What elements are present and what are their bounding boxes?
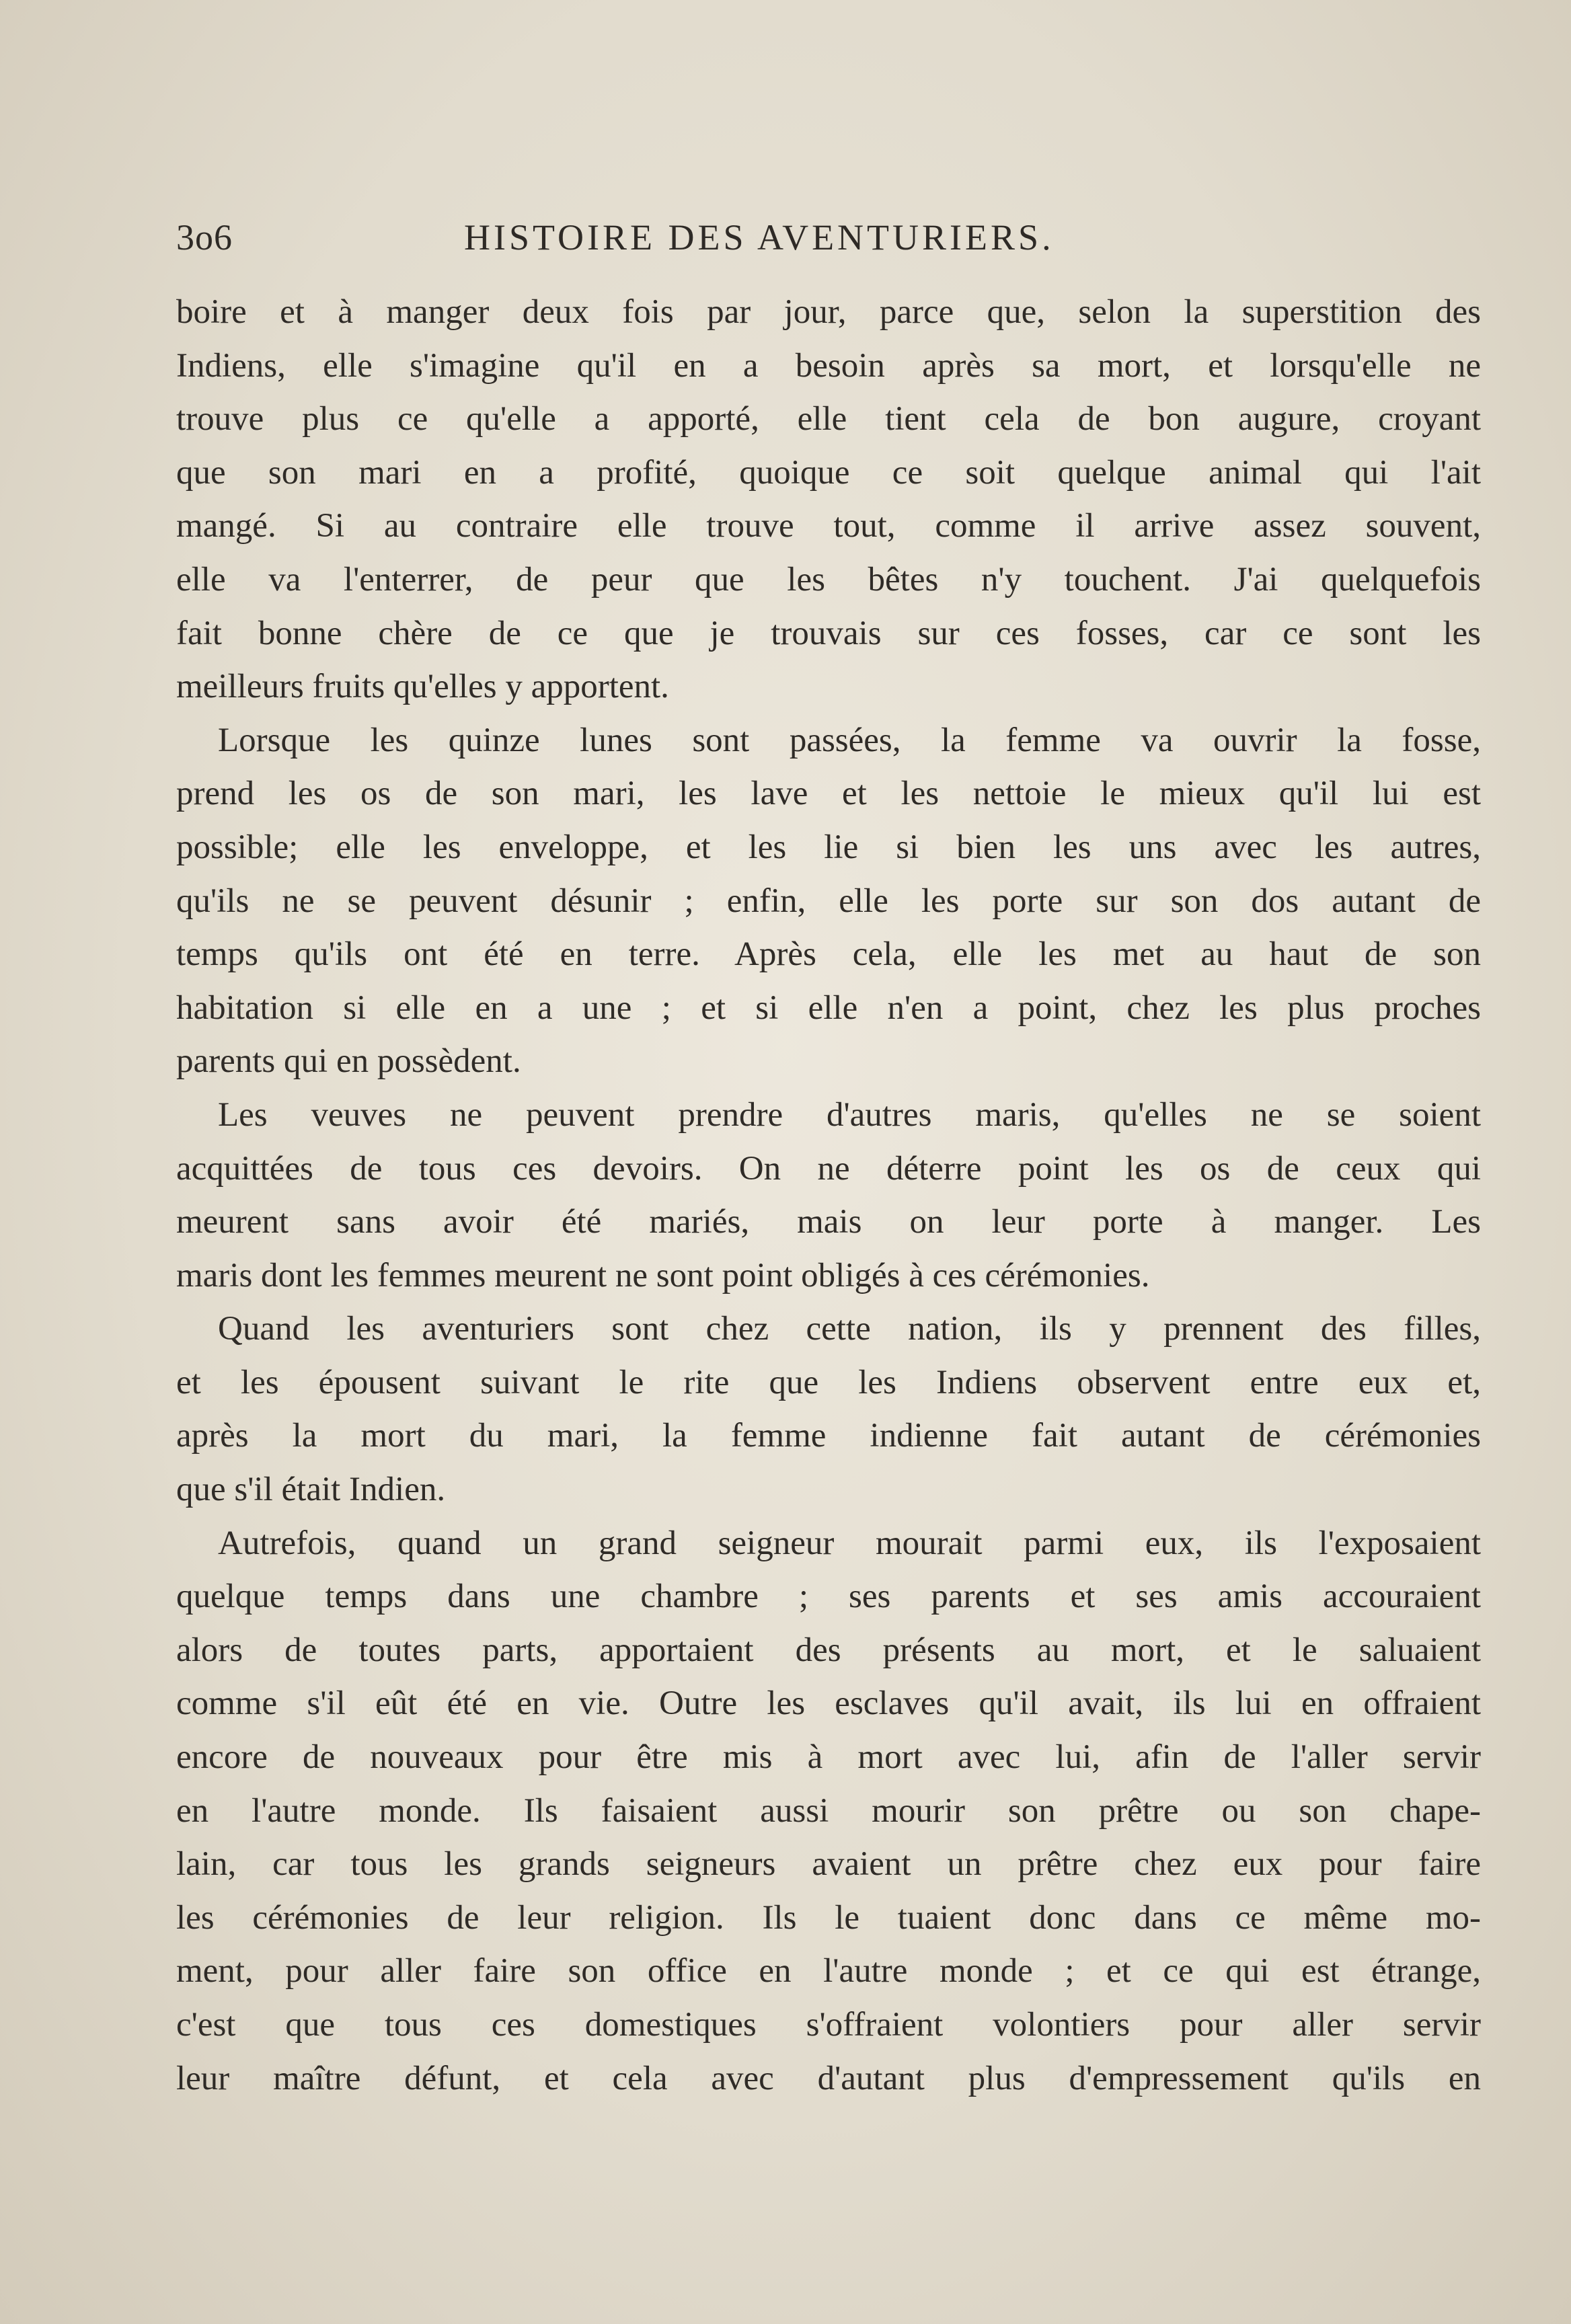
paragraph (176, 1089, 1481, 1303)
text-line: alors de toutes parts, apportaient des présents au mort, et le saluaient (176, 1631, 1481, 1669)
text-line: parents qui en possèdent. (176, 1042, 521, 1081)
text-line: prend les os de son mari, les lave et les nettoie le mieux qu'il lui est (176, 775, 1481, 813)
text-line: fait bonne chère de ce que je trouvais sur ces fosses, car ce sont les (176, 614, 1481, 652)
body-text (176, 286, 1481, 2105)
text-line: Lorsque les quinze lunes sont passées, la femme va ouvrir la fosse, (218, 721, 1481, 759)
text-line: les cérémonies de leur religion. Ils le tuaient donc dans ce même mo- (176, 1898, 1481, 1937)
paragraph (176, 1517, 1481, 2106)
paragraph (176, 286, 1481, 714)
text-line: c'est que tous ces domestiques s'offraient volontiers pour aller servir (176, 2006, 1481, 2044)
paragraph (176, 714, 1481, 1089)
text-line: et les épousent suivant le rite que les Indiens observent entre eux et, (176, 1363, 1481, 1401)
text-line: leur maître défunt, et cela avec d'autant plus d'empressement qu'ils en (176, 2059, 1481, 2097)
text-line: lain, car tous les grands seigneurs avaient un prêtre chez eux pour faire (176, 1845, 1481, 1884)
text-line: encore de nouveaux pour être mis à mort avec lui, afin de l'aller servir (176, 1738, 1481, 1777)
text-line: habitation si elle en a une ; et si elle n'en a point, chez les plus proches (176, 989, 1481, 1027)
text-line: Quand les aventuriers sont chez cette nation, ils y prennent des filles, (218, 1310, 1481, 1348)
text-line: acquittées de tous ces devoirs. On ne déterre point les os de ceux qui (176, 1149, 1481, 1188)
text-line: ment, pour aller faire son office en l'autre monde ; et ce qui est étrange, (176, 1952, 1481, 1990)
text-line: Les veuves ne peuvent prendre d'autres maris, qu'elles ne se soient (218, 1095, 1481, 1134)
text-line: que s'il était Indien. (176, 1471, 446, 1509)
text-line: meurent sans avoir été mariés, mais on leur porte à manger. Les (176, 1203, 1481, 1241)
text-line: trouve plus ce qu'elle a apporté, elle tient cela de bon augure, croyant (176, 400, 1481, 438)
text-line: comme s'il eût été en vie. Outre les esclaves qu'il avait, ils lui en offraient (176, 1684, 1481, 1723)
text-line: mangé. Si au contraire elle trouve tout, comme il arrive assez souvent, (176, 507, 1481, 545)
paragraph (176, 1303, 1481, 1516)
text-line: meilleurs fruits qu'elles y apportent. (176, 668, 669, 706)
text-line: Autrefois, quand un grand seigneur mourait parmi eux, ils l'exposaient (218, 1524, 1481, 1562)
text-line: Indiens, elle s'imagine qu'il en a besoin après sa mort, et lorsqu'elle ne (176, 346, 1481, 385)
running-title: HISTOIRE DES AVENTURIERS. (464, 217, 1055, 258)
text-line: après la mort du mari, la femme indienne fait autant de cérémonies (176, 1417, 1481, 1455)
text-line: elle va l'enterrer, de peur que les bêtes n'y touchent. J'ai quelquefois (176, 560, 1481, 598)
text-line: en l'autre monde. Ils faisaient aussi mourir son prêtre ou son chape- (176, 1791, 1481, 1830)
text-line: quelque temps dans une chambre ; ses parents et ses amis accouraient (176, 1578, 1481, 1616)
text-line: que son mari en a profité, quoique ce soit quelque animal qui l'ait (176, 453, 1481, 492)
text-line: possible; elle les enveloppe, et les lie si bien les uns avec les autres, (176, 828, 1481, 866)
page-header (176, 217, 1481, 270)
text-line: qu'ils ne se peuvent désunir ; enfin, elle les porte sur son dos autant de (176, 882, 1481, 920)
text-line: temps qu'ils ont été en terre. Après cela, elle les met au haut de son (176, 935, 1481, 974)
text-line: maris dont les femmes meurent ne sont point obligés à ces cérémonies. (176, 1256, 1150, 1294)
text-line: boire et à manger deux fois par jour, parce que, selon la superstition des (176, 293, 1481, 331)
page-number: 3o6 (176, 217, 233, 258)
